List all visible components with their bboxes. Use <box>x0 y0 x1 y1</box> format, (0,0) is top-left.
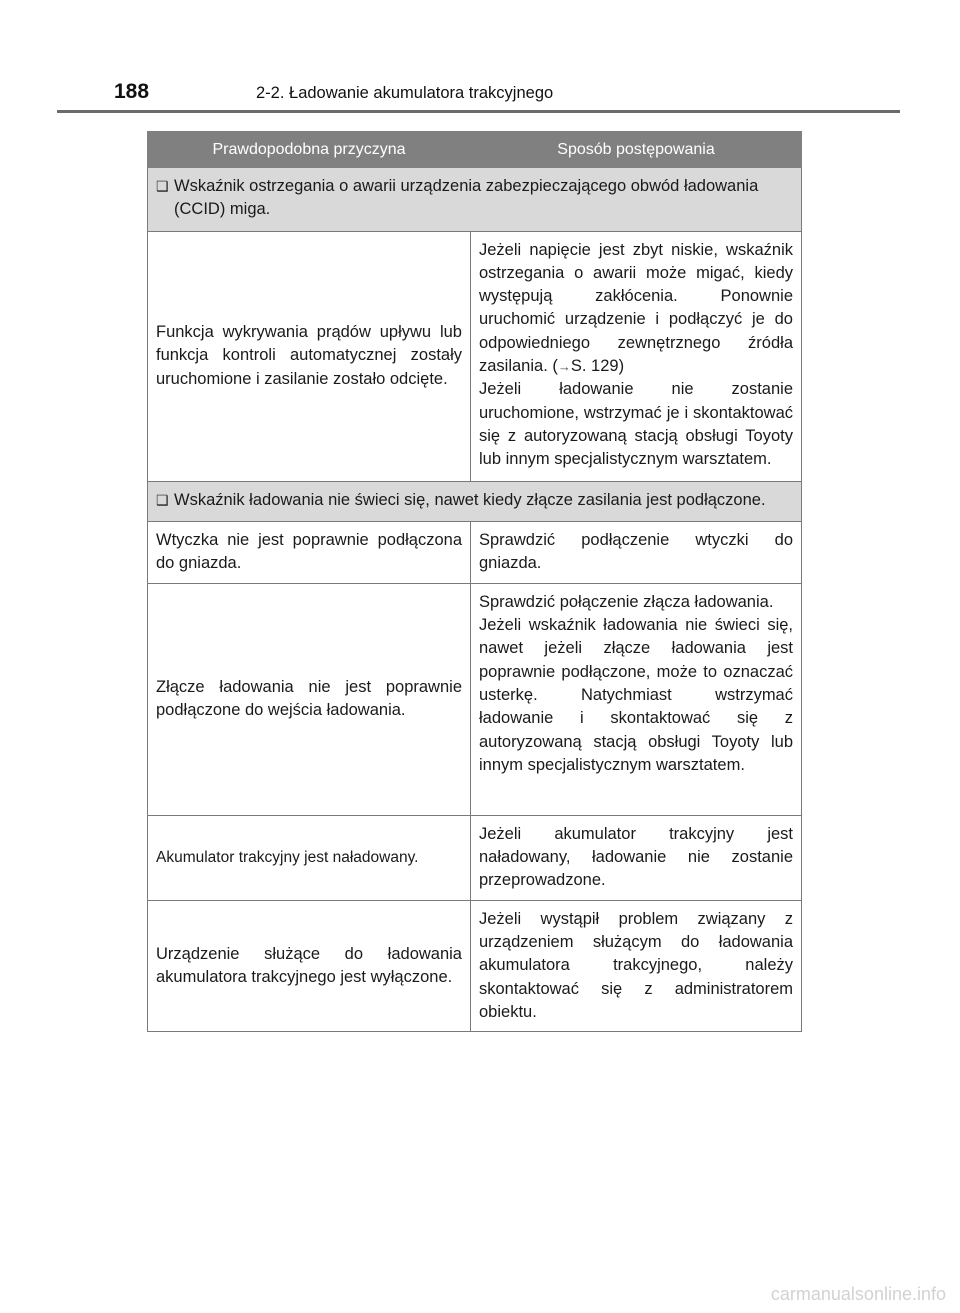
category-cell <box>148 168 802 232</box>
action-cell <box>471 231 802 481</box>
page-header <box>57 80 900 113</box>
action-text: Jeżeli ładowanie nie zostanie uruchomione, wstrzymać je i skontaktować się z autoryzowaną stacją obsługi Toyoty lub innym specjalistycznym warsztatem. <box>479 380 793 469</box>
table-row <box>148 815 802 900</box>
cause-cell: Akumulator trakcyjny jest naładowany. <box>148 815 471 900</box>
cause-cell: Urządzenie służące do ładowania akumulatora trakcyjnego jest wyłączone. <box>148 900 471 1031</box>
cause-cell: Złącze ładowania nie jest poprawnie podłączone do wejścia ładowania. <box>148 583 471 815</box>
category-row <box>148 481 802 521</box>
cause-cell: Wtyczka nie jest poprawnie podłączona do gniazda. <box>148 521 471 583</box>
page-number: 188 <box>114 80 150 103</box>
category-label: Wskaźnik ładowania nie świeci się, nawet kiedy złącze zasilania jest podłączone. <box>174 490 766 509</box>
action-text: Sprawdzić połączenie złącza ładowania. <box>479 592 774 611</box>
arrow-right-icon: → <box>557 359 571 375</box>
table-row <box>148 231 802 481</box>
action-cell <box>471 583 802 815</box>
action-cell: Jeżeli wystąpił problem związany z urządzeniem służącym do ładowania akumulatora trakcyjnego, należy skontaktować się z administratorem obiektu. <box>471 900 802 1031</box>
troubleshooting-table <box>147 131 802 1032</box>
watermark: carmanualsonline.info <box>770 1284 946 1304</box>
action-text: Jeżeli napięcie jest zbyt niskie, wskaźnik ostrzegania o awarii może migać, kiedy występują zakłócenia. Ponownie uruchomić urządzenie i podłączyć je do odpowiedniego zewnętrznego źródła zasilania. ( <box>479 240 793 376</box>
column-header-cause: Prawdopodobna przyczyna <box>148 132 471 168</box>
section-title: 2-2. Ładowanie akumulatora trakcyjnego <box>256 84 554 102</box>
table-row <box>148 900 802 1031</box>
category-label: Wskaźnik ostrzegania o awarii urządzenia zabezpieczającego obwód ładowania (CCID) miga. <box>174 177 759 219</box>
cause-cell: Funkcja wykrywania prądów upływu lub funkcja kontroli automatycznej zostały uruchomione i zasilanie zostało odcięte. <box>148 231 471 481</box>
page-reference: S. 129) <box>570 357 625 376</box>
action-cell: Sprawdzić podłączenie wtyczki do gniazda. <box>471 521 802 583</box>
table-header-row <box>148 132 802 168</box>
checkbox-icon: ❑ <box>156 178 169 194</box>
category-row <box>148 168 802 232</box>
checkbox-icon: ❑ <box>156 491 169 508</box>
action-text: Jeżeli wskaźnik ładowania nie świeci się, nawet jeżeli złącze ładowania jest poprawnie podłączone, może to oznaczać usterkę. Natychmiast wstrzymać ładowanie i skontaktować się z autoryzowaną stacją obsługi Toyoty lub innym specjalistycznym warsztatem. <box>479 616 793 774</box>
action-cell: Jeżeli akumulator trakcyjny jest naładowany, ładowanie nie zostanie przeprowadzone. <box>471 815 802 900</box>
table-row <box>148 521 802 583</box>
category-cell <box>148 481 802 521</box>
table-row <box>148 583 802 815</box>
column-header-action: Sposób postępowania <box>471 132 802 168</box>
